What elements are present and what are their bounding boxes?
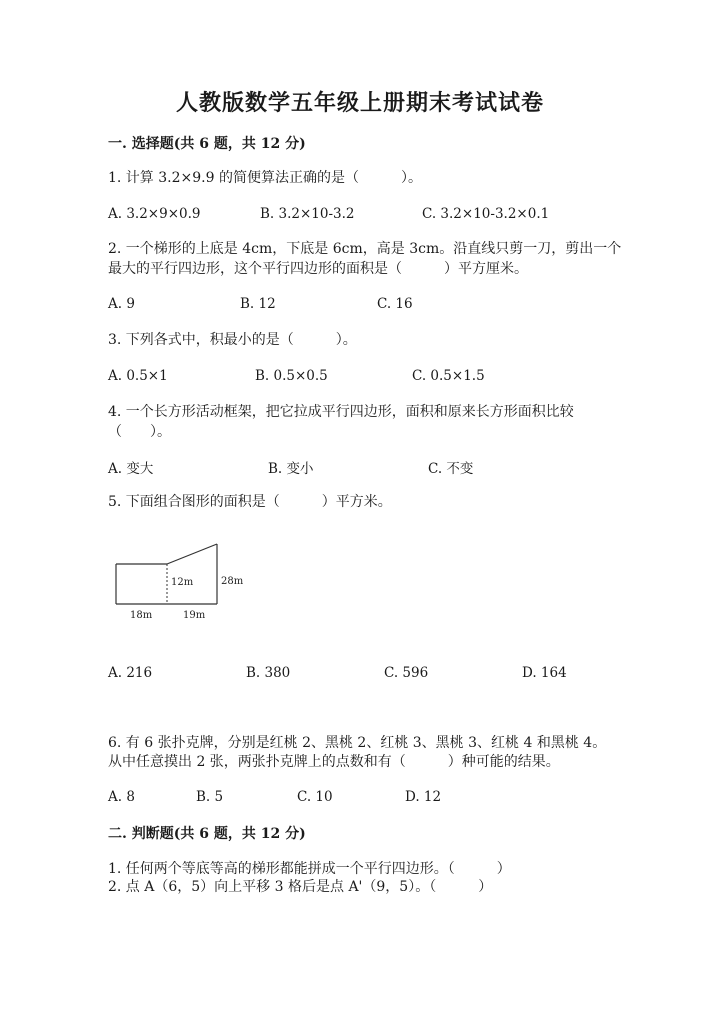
section-heading-judgment: 二. 判断题(共 6 题，共 12 分) [108,826,306,842]
composite-figure [100,535,260,635]
question-4-option-a[interactable]: A. 变大 [108,461,154,477]
question-6-stem-line1: 6. 有 6 张扑克牌，分别是红桃 2、黑桃 2、红桃 3、黑桃 3、红桃 4 和黑桃 4。 [108,735,607,751]
label-19m: 19m [183,610,206,621]
question-4-stem-line1: 4. 一个长方形活动框架，把它拉成平行四边形，面积和原来长方形面积比较 [108,404,574,420]
question-2-option-b[interactable]: B. 12 [240,296,276,312]
question-4-option-c[interactable]: C. 不变 [428,461,474,477]
judgment-item-2: 2. 点 A（6，5）向上平移 3 格后是点 A'（9，5）。（ ） [108,879,493,895]
question-2-option-c[interactable]: C. 16 [377,296,413,312]
question-6-option-b[interactable]: B. 5 [196,789,224,805]
section-heading-choice: 一. 选择题(共 6 题，共 12 分) [108,136,306,152]
question-1-option-c[interactable]: C. 3.2×10-3.2×0.1 [422,206,550,222]
label-18m: 18m [130,610,153,621]
question-3-option-a[interactable]: A. 0.5×1 [108,368,168,384]
question-6-option-c[interactable]: C. 10 [297,789,333,805]
question-1-stem: 1. 计算 3.2×9.9 的简便算法正确的是（ ）。 [108,170,422,186]
question-1-option-a[interactable]: A. 3.2×9×0.9 [108,206,201,222]
question-2-stem-line1: 2. 一个梯形的上底是 4cm，下底是 6cm，高是 3cm。沿直线只剪一刀，剪出一个 [108,241,622,257]
question-5-option-b[interactable]: B. 380 [246,665,291,681]
question-5-stem: 5. 下面组合图形的面积是（ ）平方米。 [108,494,392,510]
judgment-item-1: 1. 任何两个等底等高的梯形都能拼成一个平行四边形。（ ） [108,861,511,877]
label-12m: 12m [171,577,194,588]
label-28m: 28m [221,576,244,587]
question-6-option-a[interactable]: A. 8 [108,789,135,805]
question-6-stem-line2: 从中任意摸出 2 张，两张扑克牌上的点数和有（ ）种可能的结果。 [108,754,560,770]
trapezoid-slanted-edge [167,544,217,564]
question-4-option-b[interactable]: B. 变小 [268,461,314,477]
question-4-stem-line2: （ ）。 [108,424,171,440]
question-1-option-b[interactable]: B. 3.2×10-3.2 [260,206,355,222]
question-2-option-a[interactable]: A. 9 [108,296,135,312]
question-5-option-a[interactable]: A. 216 [108,665,153,681]
page-title: 人教版数学五年级上册期末考试试卷 [175,90,544,116]
question-6-option-d[interactable]: D. 12 [405,789,442,805]
question-2-stem-line2: 最大的平行四边形，这个平行四边形的面积是（ ）平方厘米。 [108,261,528,277]
question-3-option-b[interactable]: B. 0.5×0.5 [255,368,328,384]
question-5-option-d[interactable]: D. 164 [522,665,567,681]
question-3-stem: 3. 下列各式中，积最小的是（ ）。 [108,332,357,348]
question-5-option-c[interactable]: C. 596 [384,665,429,681]
question-3-option-c[interactable]: C. 0.5×1.5 [412,368,485,384]
